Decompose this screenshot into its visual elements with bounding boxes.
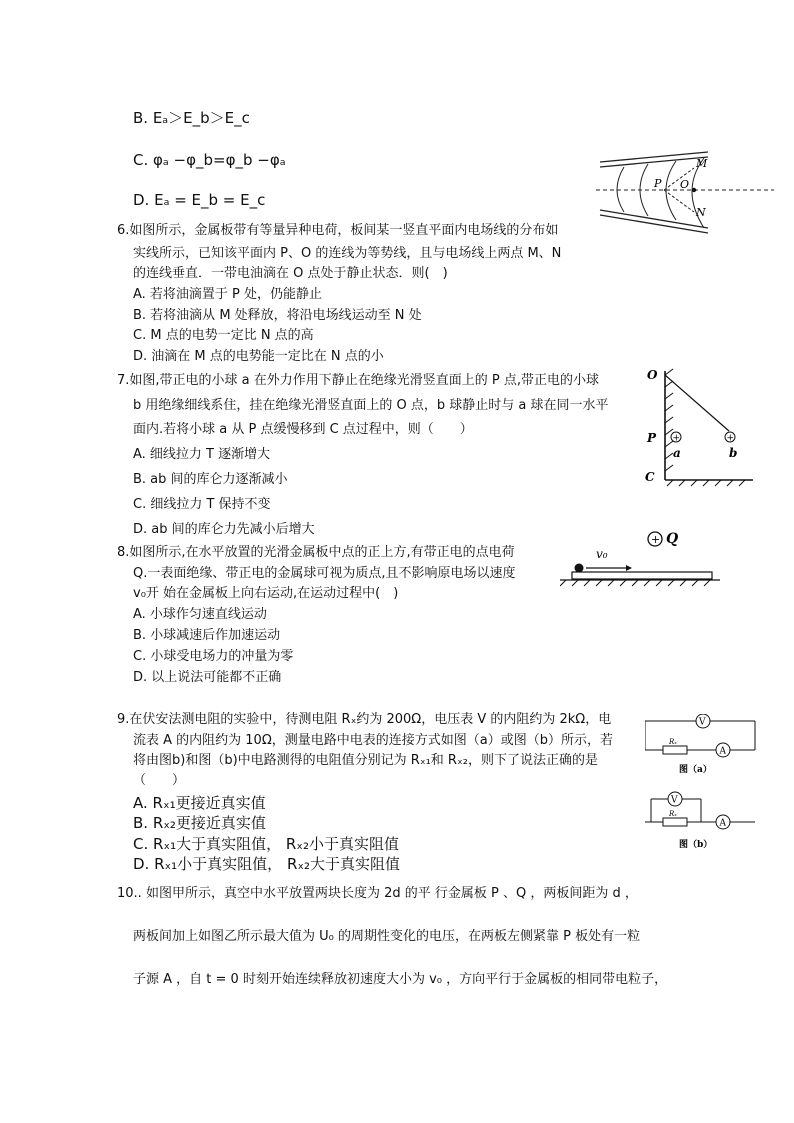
caption-b: 图（b）: [679, 840, 713, 850]
svg-text:+: +: [672, 433, 681, 444]
q7-stem-line1: 7.如图,带正电的小球 a 在外力作用下静止在绝缘光滑竖直面上的 P 点,带正电的小球: [117, 373, 600, 388]
label-o: O: [680, 178, 690, 191]
label-v: V: [699, 717, 706, 728]
q6-option-b: B. 若将油滴从 M 处释放，将沿电场线运动至 N 处: [133, 308, 422, 323]
q9-stem-line2: 流表 A 的内阻约为 10Ω，测量电路中电表的连接方式如图（a）或图（b）所示，若: [133, 733, 613, 748]
q10-stem-line2: 两板间加上如图乙所示最大值为 U₀ 的周期性变化的电压，在两板左侧紧靠 P 板处有一粒: [133, 929, 641, 944]
label-a: a: [673, 446, 681, 460]
circuit-a-figure: [645, 714, 765, 776]
q8-stem-line2: Q.一表面绝缘、带正电的金属球可视为质点,且不影响原电场以速度: [133, 566, 516, 581]
q9-stem-line3: 将由图b)和图（b)中电路测得的电阻值分别记为 Rₓ₁和 Rₓ₂，则下了说法正确的是: [133, 753, 598, 768]
label-q: Q: [666, 531, 679, 547]
q8-stem-line3: v₀开 始在金属板上向右运动,在运动过程中( ): [133, 586, 399, 601]
label-m: M: [696, 157, 708, 170]
q8-option-d: D. 以上说法可能都不正确: [133, 670, 282, 685]
q5-option-b: B. Eₐ＞E_b＞E_c: [133, 109, 250, 127]
resistor-rx: [663, 818, 687, 826]
q8-option-c: C. 小球受电场力的冲量为零: [133, 649, 294, 664]
q6-option-a: A. 若将油滴置于 P 处，仍能静止: [133, 287, 323, 302]
svg-text:+: +: [726, 433, 735, 444]
caption-a: 图（a）: [679, 765, 712, 775]
q10-stem-line1: 10.. 如图甲所示，真空中水平放置两块长度为 2d 的平 行金属板 P 、Q ，两板间距为 d ，: [117, 886, 638, 901]
label-n: N: [696, 206, 706, 219]
label-v0: v₀: [596, 547, 608, 561]
q9-option-c: C. Rₓ₁大于真实阻值， Rₓ₂小于真实阻值: [133, 835, 399, 853]
label-o: O: [647, 368, 658, 382]
q9-stem-line1: 9.在伏安法测电阻的实验中，待测电阻 Rₓ约为 200Ω，电压表 V 的内阻约为 2kΩ，电: [117, 712, 612, 727]
label-v: V: [671, 795, 678, 806]
q10-stem-line3: 子源 A ，自 t = 0 时刻开始连续释放初速度大小为 v₀ ，方向平行于金属板的相同带电粒子，: [133, 972, 668, 987]
point-o-dot: [692, 188, 696, 192]
field-plates-figure: [596, 150, 776, 235]
q8-option-a: A. 小球作匀速直线运动: [133, 607, 267, 622]
label-a: A: [719, 818, 726, 829]
q9-option-d: D. Rₓ₁小于真实阻值， Rₓ₂大于真实阻值: [133, 855, 401, 873]
metal-plate-figure: [560, 528, 720, 590]
label-rx: Rₓ: [669, 810, 677, 818]
q9-option-a: A. Rₓ₁更接近真实值: [133, 794, 266, 812]
q5-option-d: D. Eₐ = E_b = E_c: [133, 191, 266, 209]
q6-option-c: C. M 点的电势一定比 N 点的高: [133, 328, 314, 343]
svg-text:+: +: [651, 533, 661, 546]
label-rx: Rₓ: [669, 738, 677, 746]
label-p: P: [654, 177, 662, 190]
metal-ball: [575, 564, 584, 573]
q8-option-b: B. 小球减速后作加速运动: [133, 628, 281, 643]
q7-option-b: B. ab 间的库仑力逐渐减小: [133, 472, 288, 487]
q7-option-c: C. 细线拉力 T 保持不变: [133, 497, 271, 512]
q7-stem-line3: 面内.若将小球 a 从 P 点缓慢移到 C 点过程中，则（ ）: [133, 422, 473, 437]
label-p: P: [647, 431, 657, 445]
q9-stem-line4: （ ）: [133, 773, 186, 788]
q7-option-d: D. ab 间的库仑力先减小后增大: [133, 522, 315, 537]
q7-stem-line2: b 用绝缘细线系住，挂在绝缘光滑竖直面上的 O 点，b 球静止时与 a 球在同一水平: [133, 398, 609, 413]
label-a: A: [719, 746, 726, 757]
q6-stem-line2: 实线所示，已知该平面内 P、O 的连线为等势线，且与电场线上两点 M、N: [133, 246, 562, 261]
resistor-rx: [663, 746, 687, 754]
circuit-b-figure: [645, 791, 765, 853]
q6-stem-line1: 6.如图所示，金属板带有等量异种电荷，板间某一竖直平面内电场线的分布如: [117, 223, 559, 238]
label-c: C: [645, 470, 655, 484]
q6-option-d: D. 油滴在 M 点的电势能一定比在 N 点的小: [133, 349, 384, 364]
q7-option-a: A. 细线拉力 T 逐渐增大: [133, 447, 271, 462]
label-b: b: [729, 446, 738, 460]
q5-option-c: C. φₐ −φ_b=φ_b −φₐ: [133, 151, 286, 169]
wall-balls-figure: [643, 365, 758, 490]
q9-option-b: B. Rₓ₂更接近真实值: [133, 814, 266, 832]
q8-stem-line1: 8.如图所示,在水平放置的光滑金属板中点的正上方,有带正电的点电荷: [117, 545, 515, 560]
q6-stem-line3: 的连线垂直．一带电油滴在 O 点处于静止状态．则( ): [133, 266, 448, 281]
